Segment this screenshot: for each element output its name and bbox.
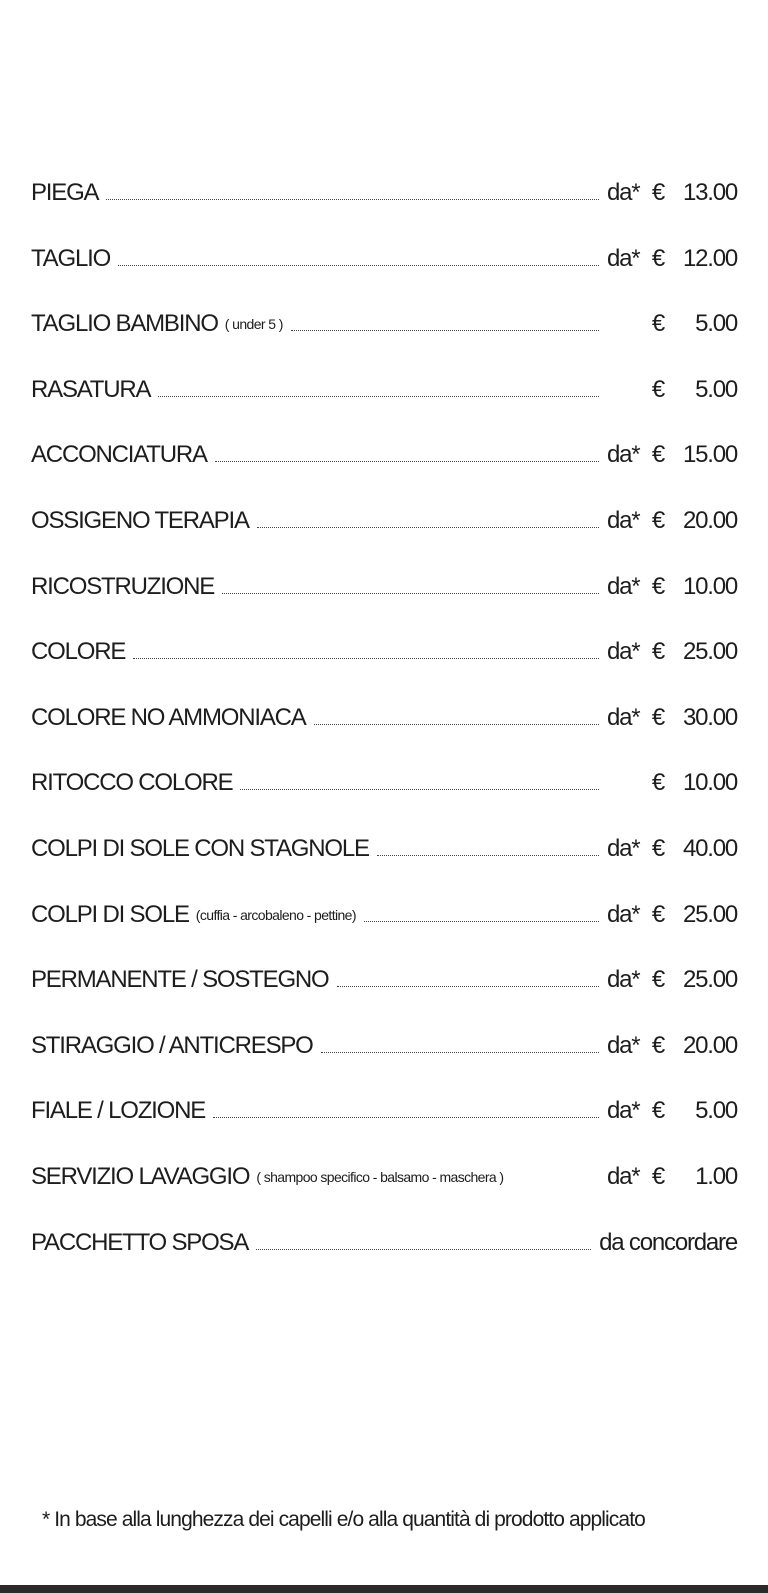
price-row [31, 1218, 737, 1258]
price-row [31, 693, 737, 733]
dot-leader [240, 789, 599, 790]
service-name: OSSIGENO TERAPIA [31, 507, 249, 534]
price-row [31, 299, 737, 339]
price-value: 25.00 [682, 901, 737, 928]
dot-leader [364, 921, 599, 922]
price-prefix: da* [607, 1032, 640, 1059]
service-name: TAGLIO [31, 245, 111, 272]
service-name: COLORE [31, 638, 126, 665]
currency-symbol: € [651, 901, 665, 928]
service-name: STIRAGGIO / ANTICRESPO [31, 1032, 313, 1059]
price-row [31, 824, 737, 864]
price-row [31, 890, 737, 930]
price-row [31, 758, 737, 798]
price-prefix: da* [607, 1097, 640, 1124]
price-value: 25.00 [682, 638, 737, 665]
currency-symbol: € [651, 638, 665, 665]
price-value: 20.00 [682, 1032, 737, 1059]
price-value: 15.00 [682, 441, 737, 468]
price-prefix: da* [607, 179, 640, 206]
currency-symbol: € [651, 376, 665, 403]
service-name: RICOSTRUZIONE [31, 573, 215, 600]
service-name: TAGLIO BAMBINO [31, 310, 218, 337]
currency-symbol: € [651, 1032, 665, 1059]
price-prefix: da* [607, 507, 640, 534]
currency-symbol: € [651, 573, 665, 600]
price-value: 13.00 [682, 179, 737, 206]
price-value: 10.00 [682, 573, 737, 600]
price-prefix: da* [607, 441, 640, 468]
currency-symbol: € [651, 310, 665, 337]
price-prefix: da* [607, 704, 640, 731]
service-name: RASATURA [31, 376, 151, 403]
service-name: ACCONCIATURA [31, 441, 207, 468]
currency-symbol: € [651, 1163, 665, 1190]
service-note: ( shampoo specifico - balsamo - maschera ) [256, 1169, 504, 1185]
service-name: PIEGA [31, 179, 99, 206]
price-row [31, 1021, 737, 1061]
price-row [31, 496, 737, 536]
currency-symbol: € [651, 179, 665, 206]
currency-symbol: € [651, 769, 665, 796]
dot-leader [158, 396, 599, 397]
price-value: 40.00 [682, 835, 737, 862]
price-value: 5.00 [695, 376, 737, 403]
dot-leader [377, 855, 599, 856]
price-value: 25.00 [682, 966, 737, 993]
service-name: PACCHETTO SPOSA [31, 1229, 249, 1256]
service-name: COLPI DI SOLE CON STAGNOLE [31, 835, 369, 862]
footnote: * In base alla lunghezza dei capelli e/o alla quantità di prodotto applicato [42, 1508, 645, 1531]
currency-symbol: € [651, 704, 665, 731]
dot-leader [314, 724, 599, 725]
dot-leader [337, 986, 599, 987]
dot-leader [257, 527, 599, 528]
service-name: PERMANENTE / SOSTEGNO [31, 966, 329, 993]
service-name: SERVIZIO LAVAGGIO [31, 1163, 250, 1190]
price-value: 10.00 [682, 769, 737, 796]
currency-symbol: € [651, 245, 665, 272]
price-row [31, 562, 737, 602]
price-row [31, 234, 737, 274]
dot-leader [133, 658, 599, 659]
price-value: 1.00 [695, 1163, 737, 1190]
dot-leader [222, 593, 599, 594]
currency-symbol: € [651, 966, 665, 993]
price-prefix: da* [607, 245, 640, 272]
currency-symbol: € [651, 835, 665, 862]
service-note: ( under 5 ) [224, 316, 283, 332]
price-prefix: da* [607, 638, 640, 665]
dot-leader [256, 1249, 591, 1250]
price-prefix: da* [607, 1163, 640, 1190]
currency-symbol: € [651, 1097, 665, 1124]
price-row [31, 627, 737, 667]
price-value: 20.00 [682, 507, 737, 534]
price-prefix: da* [607, 835, 640, 862]
price-text: da concordare [599, 1229, 737, 1256]
price-prefix: da* [607, 966, 640, 993]
price-row [31, 168, 737, 208]
dot-leader [291, 330, 599, 331]
dot-leader [106, 199, 599, 200]
service-name: COLPI DI SOLE [31, 901, 189, 928]
price-row [31, 365, 737, 405]
bottom-bar [0, 1585, 768, 1593]
dot-leader [118, 265, 599, 266]
service-name: COLORE NO AMMONIACA [31, 704, 306, 731]
price-value: 5.00 [695, 1097, 737, 1124]
price-row [31, 955, 737, 995]
price-prefix: da* [607, 901, 640, 928]
service-note: (cuffia - arcobaleno - pettine) [195, 907, 356, 923]
dot-leader [321, 1052, 599, 1053]
service-name: FIALE / LOZIONE [31, 1097, 206, 1124]
price-row [31, 430, 737, 470]
price-prefix: da* [607, 573, 640, 600]
currency-symbol: € [651, 507, 665, 534]
price-value: 5.00 [695, 310, 737, 337]
dot-leader [213, 1117, 599, 1118]
price-value: 12.00 [682, 245, 737, 272]
currency-symbol: € [651, 441, 665, 468]
service-name: RITOCCO COLORE [31, 769, 233, 796]
price-row [31, 1086, 737, 1126]
price-value: 30.00 [682, 704, 737, 731]
dot-leader [215, 461, 599, 462]
price-row [31, 1152, 737, 1192]
